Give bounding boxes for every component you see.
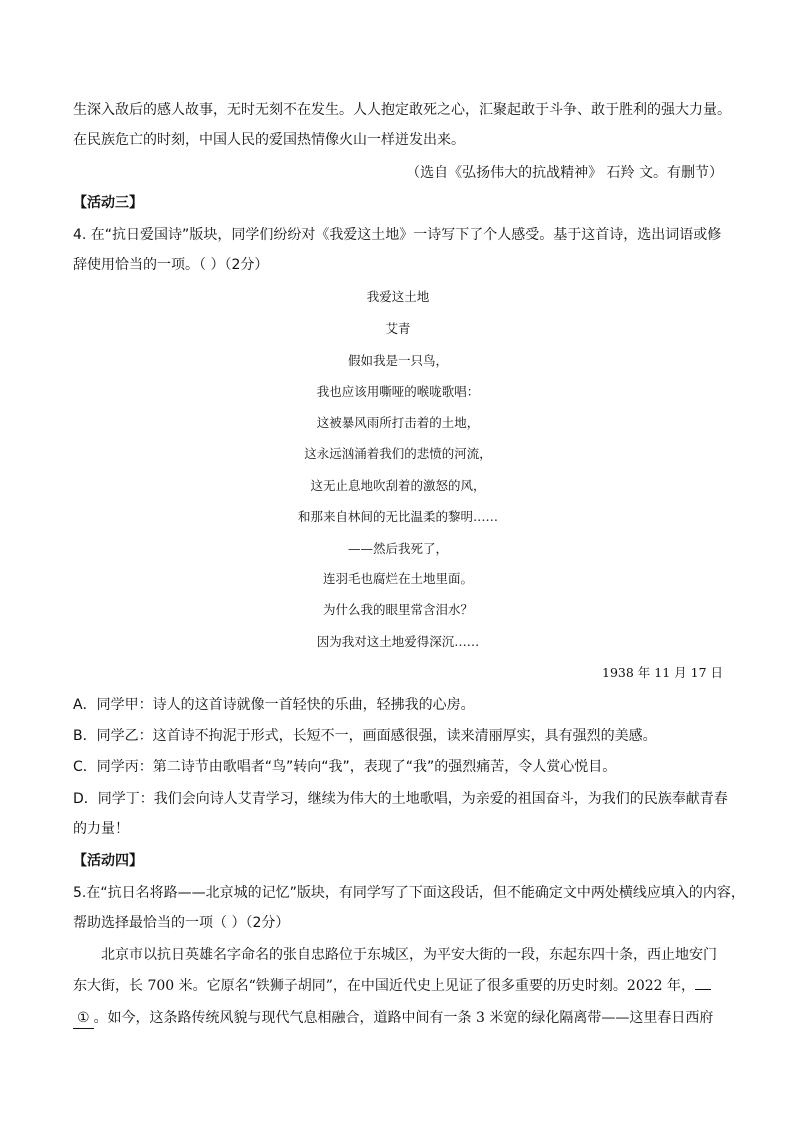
poem-line: 这无止息地吹刮着的激怒的风，: [310, 478, 486, 493]
poem-author: 艾青: [385, 321, 411, 336]
poem-line: 为什么我的眼里常含泪水？: [322, 602, 473, 617]
poem-line: 因为我对这土地爱得深沉……: [316, 634, 480, 649]
blank-underline: [695, 989, 711, 990]
passage-line: 生深入敌后的感人故事，无时无刻不在发生。人人抱定敢死之心，汇聚起敢于斗争、敢于胜利的强大力量。: [73, 102, 731, 118]
option-b: B．同学乙：这首诗不拘泥于形式，长短不一，画面感很强，读来清丽厚实，具有强烈的美感。: [73, 728, 657, 744]
question5-text: 5.在“抗日名将路——北京城的记忆”版块，有同学写了下面这段话，但不能确定文中两处横线应填入的内容，: [73, 885, 745, 901]
paragraph-text: 。如今，这条路传统风貌与现代气息相融合，道路中间有一条 3 米宽的绿化隔离带——这里春日西府: [93, 1010, 714, 1026]
poem-line: 假如我是一只鸟，: [347, 353, 448, 368]
poem-line: ——然后我死了，: [347, 541, 448, 556]
passage-line: 在民族危亡的时刻，中国人民的爱国热情像火山一样迸发出来。: [73, 132, 465, 148]
activity4-heading: 【活动四】: [73, 853, 143, 869]
poem-line: 和那来自林间的无比温柔的黎明……: [297, 509, 498, 524]
paragraph-line: [73, 1008, 723, 1029]
question4-text: 4. 在“抗日爱国诗”版块，同学们纷纷对《我爱这土地》一诗写下了个人感受。基于这首诗，选出词语或修: [73, 227, 722, 243]
question5-text: 帮助选择最恰当的一项（ ）（2分）: [73, 915, 290, 931]
passage-source: （选自《弘扬伟大的抗战精神》 石羚 文。有删节）: [406, 165, 723, 181]
option-d: D．同学丁：我们会向诗人艾青学习，继续为伟大的土地歌唱，为亲爱的祖国奋斗，为我们的民族奉献青春: [73, 791, 728, 807]
paragraph-line: 北京市以抗日英雄名字命名的张自忠路位于东城区，为平安大街的一段，东起东四十条，西止地安门: [101, 947, 717, 963]
poem-title: 我爱这土地: [366, 289, 430, 304]
blank-1: ①: [73, 1008, 94, 1029]
activity3-heading: 【活动三】: [73, 195, 143, 211]
poem-line: 连羽毛也腐烂在土地里面。: [322, 571, 473, 586]
paragraph-text: 东大街，长 700 米。它原名“铁狮子胡同”，在中国近代史上见证了很多重要的历史时刻。2022 年，: [73, 978, 696, 994]
question4-text: 辞使用恰当的一项。（ ）（2分）: [73, 257, 269, 273]
poem-line: 这永远汹涌着我们的悲愤的河流，: [304, 446, 492, 461]
option-c: C．同学丙：第二诗节由歌唱者“鸟”转向“我”，表现了“我”的强烈痛苦，令人赏心悦目。: [73, 759, 617, 775]
poem-date: 1938 年 11 月 17 日: [602, 665, 723, 680]
poem-line: 这被暴风雨所打击着的土地，: [316, 415, 480, 430]
option-a: A．同学甲：诗人的这首诗就像一首轻快的乐曲，轻拂我的心房。: [73, 697, 475, 713]
option-d: 的力量！: [73, 821, 129, 837]
poem-line: 我也应该用嘶哑的喉咙歌唱：: [316, 384, 480, 399]
paragraph-line: [73, 976, 723, 996]
